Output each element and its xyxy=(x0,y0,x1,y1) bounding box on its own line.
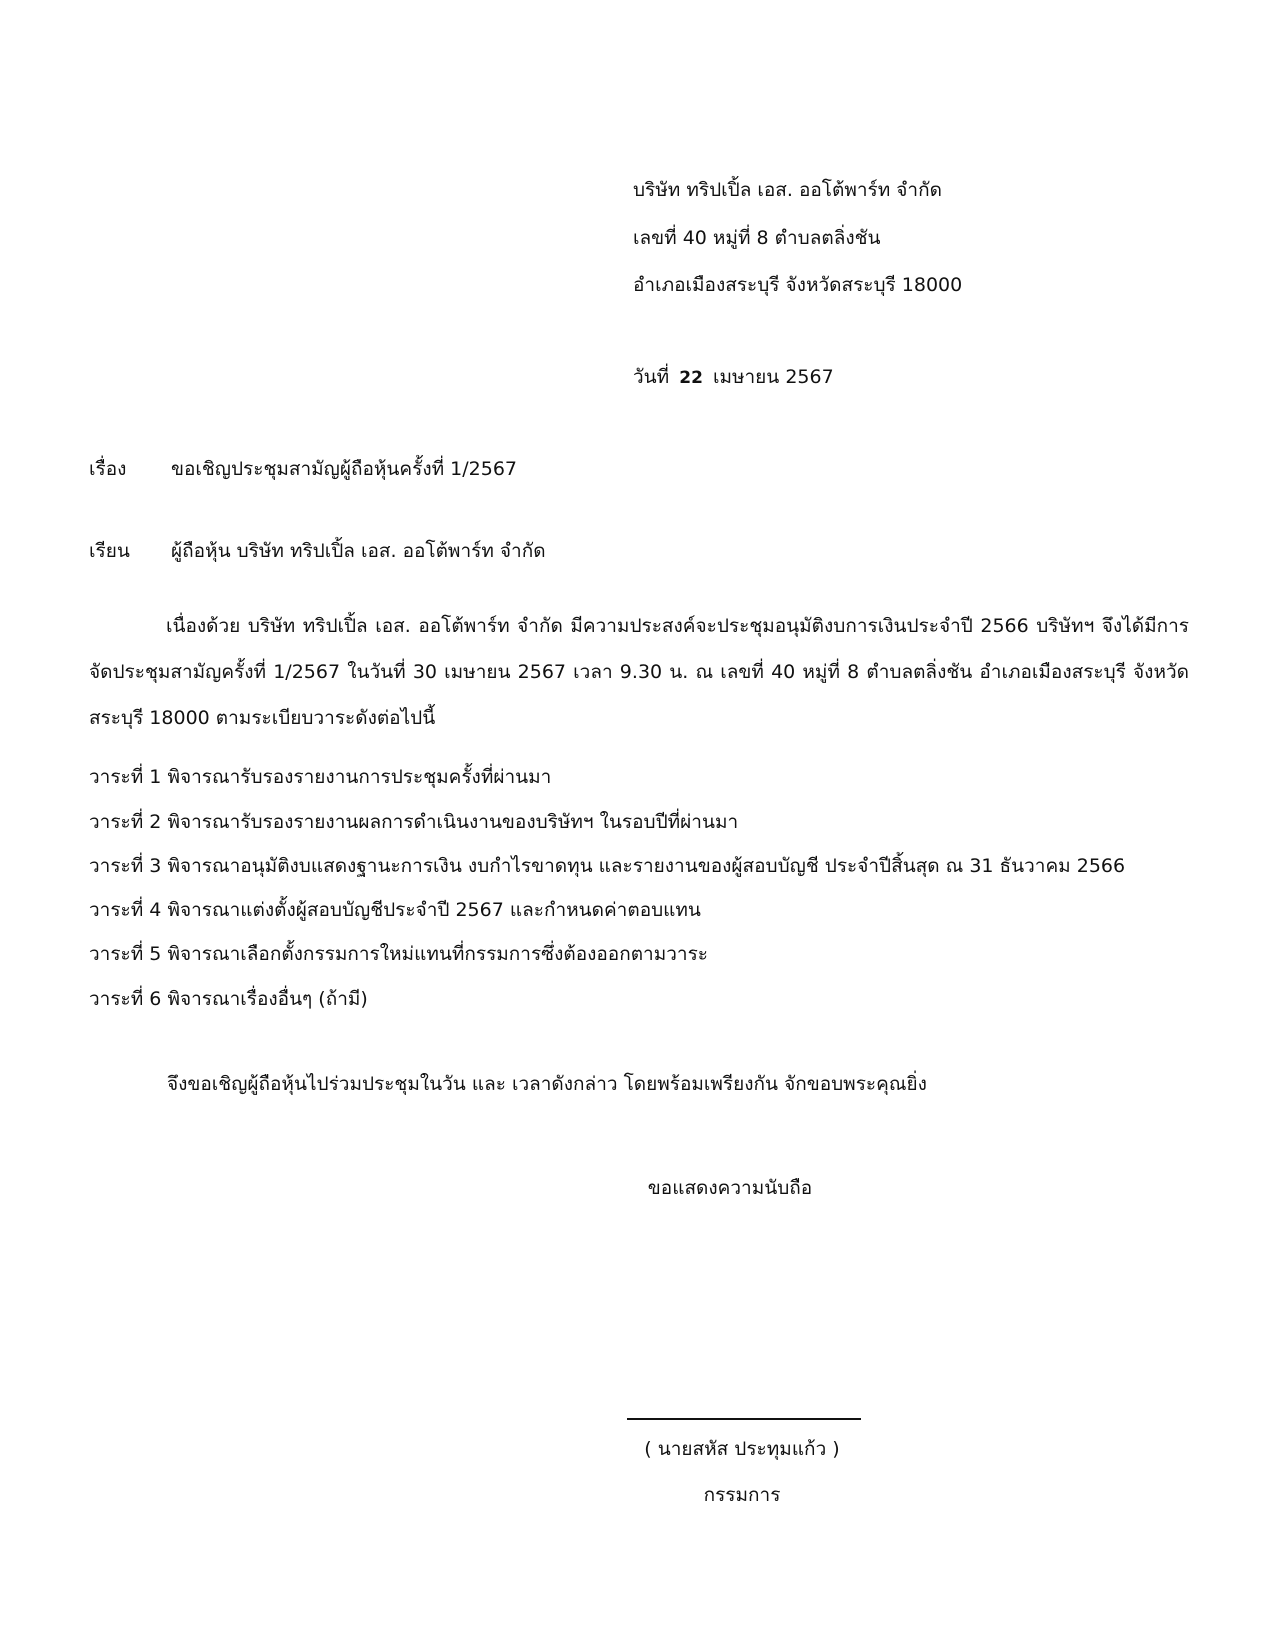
subject-text: ขอเชิญประชุมสามัญผู้ถือหุ้นครั้งที่ 1/2567 xyxy=(171,458,518,480)
closing-regards: ขอแสดงความนับถือ xyxy=(647,1177,813,1199)
agenda-item: วาระที่ 1 พิจารณารับรองรายงานการประชุมครั้งที่ผ่านมา xyxy=(89,766,552,788)
date-month-year: เมษายน 2567 xyxy=(712,366,834,388)
recipient-text: ผู้ถือหุ้น บริษัท ทริปเปิ้ล เอส. ออโต้พาร์ท จำกัด xyxy=(171,540,546,562)
signature-line xyxy=(627,1418,861,1420)
subject-label: เรื่อง xyxy=(89,458,127,480)
sender-company: บริษัท ทริปเปิ้ล เอส. ออโต้พาร์ท จำกัด xyxy=(633,179,942,201)
body-intro-text: เนื่องด้วย บริษัท ทริปเปิ้ล เอส. ออโต้พาร์ท จำกัด มีความประสงค์จะประชุมอนุมัติงบการเงินประจำปี 2566 บริษัทฯ จึงได้มีการจัดประชุมสามัญครั้งที่ 1/2567 ในวันที่ 30 เมษายน 2567 เวลา 9.30 น. ณ เลขที่ 40 หมู่ที่ 8 ตำบลตลิ่งชัน อำเภอเมืองสระบุรี จังหวัดสระบุรี 18000 ตามระเบียบวาระดังต่อไปนี้ xyxy=(89,615,1189,729)
recipient-label: เรียน xyxy=(89,540,130,562)
signer-position: กรรมการ xyxy=(703,1484,781,1506)
agenda-item: วาระที่ 4 พิจารณาแต่งตั้งผู้สอบบัญชีประจำปี 2567 และกำหนดค่าตอบแทน xyxy=(89,899,701,921)
agenda-item: วาระที่ 6 พิจารณาเรื่องอื่นๆ (ถ้ามี) xyxy=(89,988,368,1010)
letter-date xyxy=(633,365,834,390)
date-day: 22 xyxy=(679,368,703,388)
agenda-item: วาระที่ 5 พิจารณาเลือกตั้งกรรมการใหม่แทนที่กรรมการซึ่งต้องออกตามวาระ xyxy=(89,943,708,965)
date-prefix: วันที่ xyxy=(633,366,670,388)
sender-address-line1: เลขที่ 40 หมู่ที่ 8 ตำบลตลิ่งชัน xyxy=(633,227,881,249)
body-intro-paragraph xyxy=(89,603,1189,741)
agenda-item: วาระที่ 2 พิจารณารับรองรายงานผลการดำเนินงานของบริษัทฯ ในรอบปีที่ผ่านมา xyxy=(89,811,739,833)
agenda-item: วาระที่ 3 พิจารณาอนุมัติงบแสดงฐานะการเงิน งบกำไรขาดทุน และรายงานของผู้สอบบัญชี ประจำปีสิ้นสุด ณ 31 ธันวาคม 2566 xyxy=(89,855,1126,877)
sender-address-line2: อำเภอเมืองสระบุรี จังหวัดสระบุรี 18000 xyxy=(633,274,963,296)
closing-invitation: จึงขอเชิญผู้ถือหุ้นไปร่วมประชุมในวัน และ เวลาดังกล่าว โดยพร้อมเพรียงกัน จักขอบพระคุณยิ่ง xyxy=(167,1073,927,1095)
signer-name: ( นายสหัส ประทุมแก้ว ) xyxy=(644,1438,840,1460)
